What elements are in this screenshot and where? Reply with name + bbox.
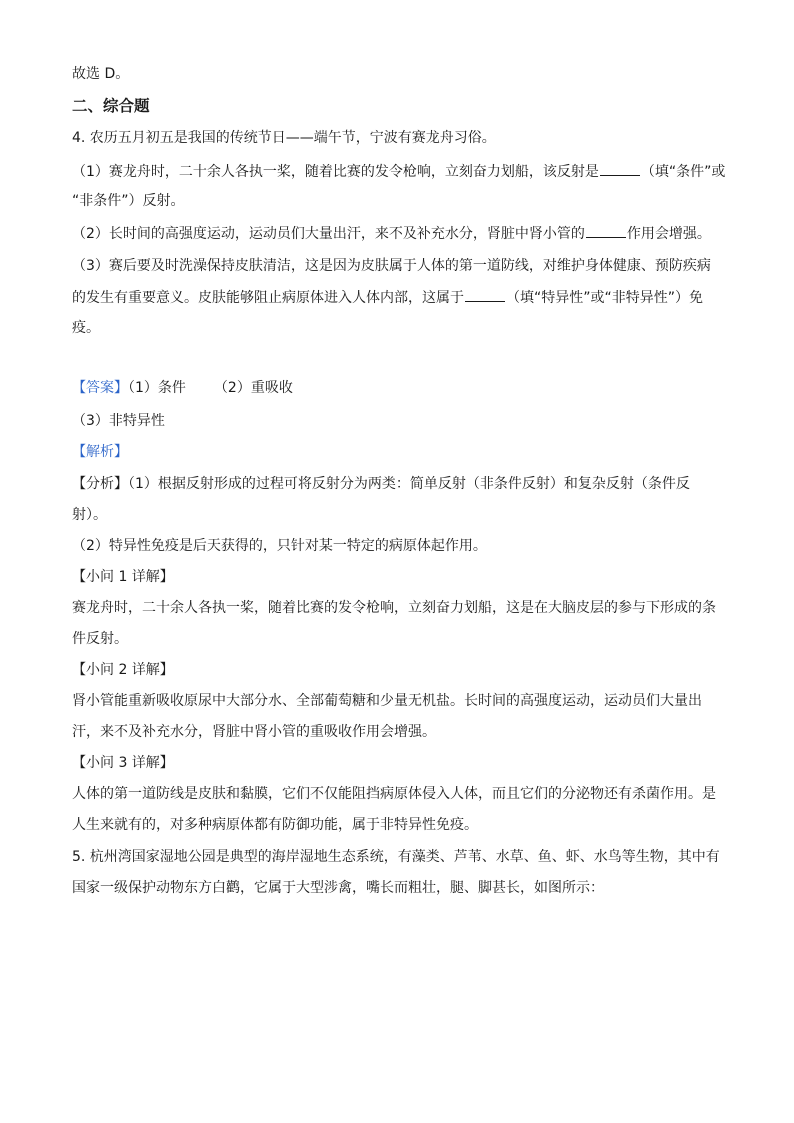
- q5-line2: 国家一级保护动物东方白鹳，它属于大型涉禽，嘴长而粗壮，腿、脚甚长，如图所示：: [72, 880, 604, 896]
- analysis-label: 【解析】: [72, 444, 128, 460]
- sub-question-1-line2: 件反射。: [72, 631, 128, 647]
- q4-part3-text-c: （填“特异性”或“非特异性”）免: [506, 290, 704, 306]
- fenxi-label: 【分析】: [72, 476, 128, 492]
- sub-question-2-label: 【小问 2 详解】: [72, 662, 174, 678]
- sub-question-3-line1: 人体的第一道防线是皮肤和黏膜，它们不仅能阻挡病原体侵入人体，而且它们的分泌物还有杀菌作用。是: [72, 786, 716, 802]
- fenxi-line2: 射）。: [72, 507, 107, 523]
- answer-blank-1: [600, 161, 640, 176]
- q4-part3-line1: （3）赛后要及时洗澡保持皮肤清洁，这是因为皮肤属于人体的第一道防线，对维护身体健康、预防疾病: [72, 258, 711, 274]
- sub-question-3-label: 【小问 3 详解】: [72, 755, 174, 771]
- answer-blank-3: [465, 287, 505, 302]
- q4-part3-text-b: 的发生有重要意义。皮肤能够阻止病原体进入人体内部，这属于: [72, 290, 464, 306]
- q5-line1: 5. 杭州湾国家湿地公园是典型的海岸湿地生态系统，有藻类、芦苇、水草、鱼、虾、水鸟等生物，其中有: [72, 849, 720, 865]
- fenxi-line1: [72, 474, 690, 494]
- q4-part1-text-b: （填“条件”或: [640, 164, 726, 180]
- q4-stem: 4. 农历五月初五是我国的传统节日——端午节，宁波有赛龙舟习俗。: [72, 130, 496, 146]
- answer-2: （2）重吸收: [213, 380, 293, 396]
- answer-blank-2: [586, 223, 626, 238]
- q4-part2-line: [72, 223, 711, 244]
- sub-question-2-line1: 肾小管能重新吸收原尿中大部分水、全部葡萄糖和少量无机盐。长时间的高强度运动，运动员们大量出: [72, 693, 702, 709]
- section-title: 二、综合题: [72, 97, 150, 115]
- q4-part2-text-a: （2）长时间的高强度运动，运动员们大量出汗，来不及补充水分，肾脏中肾小管的: [72, 226, 585, 242]
- fenxi-text-1: （1）根据反射形成的过程可将反射分为两类：简单反射（非条件反射）和复杂反射（条件反: [128, 476, 690, 492]
- answer-1: （1）条件: [128, 380, 186, 396]
- answer-line1: [72, 378, 293, 398]
- sub-question-1-line1: 赛龙舟时，二十余人各执一桨，随着比赛的发令枪响，立刻奋力划船，这是在大脑皮层的参与下形成的条: [72, 600, 716, 616]
- answer-label: 【答案】: [72, 380, 128, 396]
- q4-part2-text-b: 作用会增强。: [626, 226, 711, 242]
- q4-part3-line2: [72, 287, 703, 308]
- sub-question-3-line2: 人生来就有的，对多种病原体都有防御功能，属于非特异性免疫。: [72, 817, 478, 833]
- q4-part1-line2: “非条件”）反射。: [72, 193, 185, 209]
- answer-3: （3）非特异性: [72, 413, 165, 429]
- q4-part1-line1: [72, 161, 725, 182]
- q4-part1-text-a: （1）赛龙舟时，二十余人各执一桨，随着比赛的发令枪响，立刻奋力划船，该反射是: [72, 164, 599, 180]
- q4-part3-line3: 疫。: [72, 320, 100, 336]
- fenxi-line3: （2）特异性免疫是后天获得的，只针对某一特定的病原体起作用。: [72, 538, 487, 554]
- sub-question-1-label: 【小问 1 详解】: [72, 569, 174, 585]
- previous-answer: 故选 D。: [72, 66, 130, 82]
- sub-question-2-line2: 汗，来不及补充水分，肾脏中肾小管的重吸收作用会增强。: [72, 724, 436, 740]
